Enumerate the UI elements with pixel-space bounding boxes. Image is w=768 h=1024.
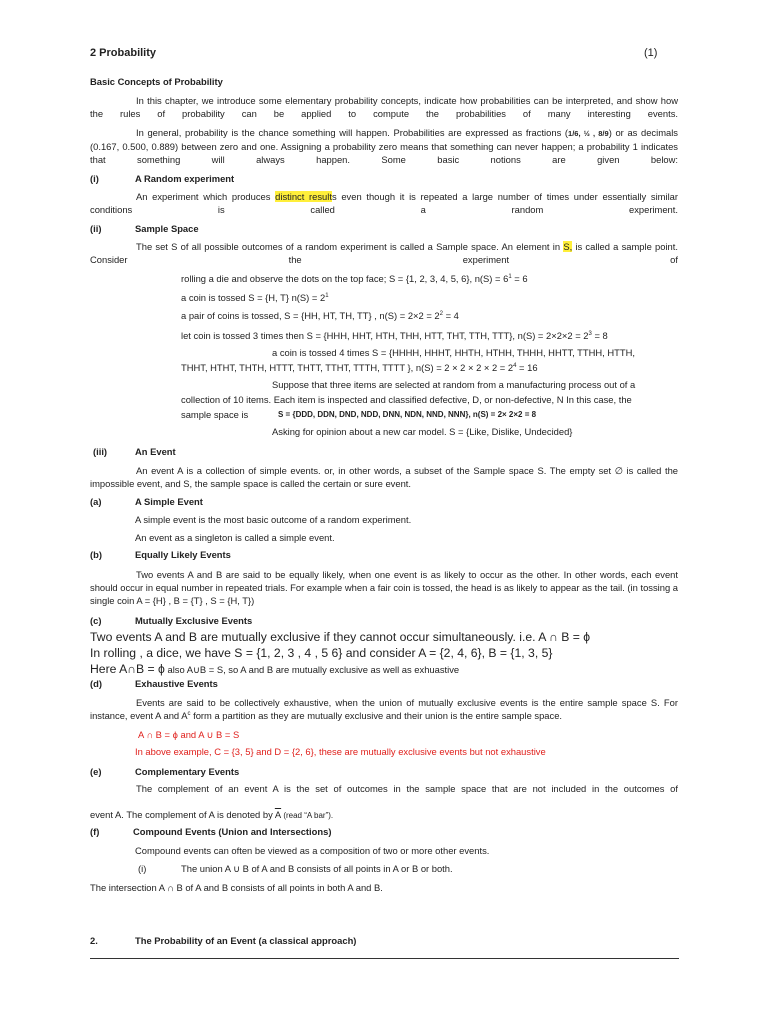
example-four-tosses-line1: a coin is tossed 4 times S = {HHHH, HHHT, HHTH, HTHH, THHH, HHTT, TTHH, HTTH, [272, 347, 635, 358]
mutually-exclusive-definition: Two events A and B are mutually exclusive if they cannot occur simultaneously. i.e. A ∩ B = ϕ [90, 630, 591, 644]
exhaustive-heading: Exhaustive Events [135, 678, 218, 689]
section-number: 2. [90, 935, 98, 946]
intro-paragraph: In this chapter, we introduce some elementary probability concepts, indicate how probabilities can be interpreted, and show how the rules of probability can be applied to compute the probabilities of many interesting events. [90, 95, 678, 119]
example-coin: a coin is tossed S = {H, T} $n(S) = 2^1$ [181, 292, 329, 303]
equally-likely-definition: Two events A and B are said to be equally likely, when one event is as likely to occur as the other. In other words, each event should occur in equal number in repeated trials. For example when a fair coin is tossed, the head is as likely to appear as the tail. (in tossing a single coin A = {H} , B = {T} , S = {H, T}) [90, 569, 678, 606]
simple-event-singleton: An event as a singleton is called a simple event. [135, 532, 335, 543]
example-pair-coins: a pair of coins is tossed, S = {HH, HT, TH, TT} , $n(S) = 2\times 2 = 2^2 = 4$ [181, 310, 459, 321]
example-four-tosses-line2: THHT, HTHT, THTH, HTTT, THTT, TTHT, TTTH, TTTT }, $n(S) = 2 \times 2 \times 2 \times 2 = 2^4 = 16$ [181, 362, 538, 373]
complementary-definition-line1: The complement of an event A is the set of outcomes in the sample space that are not included in the outcomes of [136, 783, 678, 794]
random-experiment-definition: An experiment which produces distinct results even though it is repeated a large number of times under essentially similar conditions is called a random experiment. [90, 191, 678, 215]
item-letter-b: (b) [90, 549, 102, 560]
page-footer-rule [90, 958, 679, 959]
highlighted-text: distinct result [275, 191, 332, 202]
sample-space-heading: Sample Space [135, 223, 199, 234]
a-bar-symbol: $\overline{A}$ [274, 809, 282, 820]
simple-event-definition: A simple event is the most basic outcome of a random experiment. [135, 514, 412, 525]
equally-likely-heading: Equally Likely Events [135, 549, 231, 560]
event-heading: An Event [135, 446, 176, 457]
example-defective-line2: collection of 10 items. Each item is inspected and classified defective, D, or non-defective, N In this case, the [181, 394, 632, 405]
item-number-i: (i) [90, 173, 99, 184]
exhaustive-counter-example: In above example, C = {3, 5} and D = {2, 6}, these are mutually exclusive events but not exhaustive [135, 746, 546, 757]
example-die: rolling a die and observe the dots on the top face; S = {1, 2, 3, 4, 5, 6}, $n(S) = 6^1 = 6$ [181, 273, 528, 284]
item-letter-e: (e) [90, 766, 102, 777]
example-three-tosses: let coin is tossed 3 times then S = {HHH, HHT, HTH, THH, HTT, THT, TTH, TTT}, $n(S) = 2\times 2\times 2 = 2^3 = 8$ [181, 330, 608, 341]
item-letter-d: (d) [90, 678, 102, 689]
example-defective-line3: sample space is [181, 409, 249, 420]
item-letter-a: (a) [90, 496, 102, 507]
complementary-heading: Complementary Events [135, 766, 240, 777]
mutually-exclusive-conclusion: Here A∩B = ϕ also A∪B = S, so A and B are mutually exclusive as well as exhuastive [90, 662, 460, 676]
event-definition: An event A is a collection of simple events. or, in other words, a subset of the Sample space S. The empty set ∅ is called the impossible event, and S, the sample space is called the certain or sure event. [90, 465, 678, 489]
basic-concepts-heading: Basic Concepts of Probability [90, 76, 223, 87]
item-letter-c: (c) [90, 615, 102, 626]
complementary-definition-line2: event A. The complement of A is denoted by $\overline{A}$ (read “A bar”). [90, 809, 334, 820]
example-defective-line1: Suppose that three items are selected at random from a manufacturing process out of a [272, 379, 636, 390]
chapter-title: 2 Probability [90, 47, 157, 59]
item-number-iii: (iii) [93, 446, 108, 457]
page-reference: (1) [644, 47, 658, 59]
simple-event-heading: A Simple Event [135, 496, 203, 507]
intersection-definition: The intersection A ∩ B of A and B consists of all points in both A and B. [90, 882, 383, 893]
probability-definition-paragraph: In general, probability is the chance something will happen. Probabilities are expressed as fractions (1/6, ½ , 8/9) or as decimals (0.167, 0.500, 0.889) between zero and one. Assigning a probability zero means that something can never happen; a probability 1 indicates that something will always happen. Some basic notions are given below: [90, 127, 678, 165]
item-letter-f: (f) [90, 826, 100, 837]
compound-heading: Compound Events (Union and Intersections) [133, 826, 332, 837]
sub-item-i: (i) [138, 863, 147, 874]
exhaustive-definition: Events are said to be collectively exhaustive, when the union of mutually exclusive events is the entire sample space S. For instance, event A and $A^c$ form a partition as they are mutually exclusive and their union is the entire sample space. [90, 697, 678, 721]
random-experiment-heading: A Random experiment [135, 173, 235, 184]
mutually-exclusive-heading: Mutually Exclusive Events [135, 615, 253, 626]
exhaustive-condition: A ∩ B = ϕ and A ∪ B = S [138, 729, 240, 740]
example-car-opinion: Asking for opinion about a new car model. S = {Like, Dislike, Undecided} [272, 426, 573, 437]
section-title: The Probability of an Event (a classical approach) [135, 935, 357, 946]
sample-space-definition: The set S of all possible outcomes of a random experiment is called a Sample space. An element in S, is called a sample point. Consider the experiment of [90, 241, 678, 265]
highlighted-s: S, [563, 241, 573, 252]
compound-definition: Compound events can often be viewed as a composition of two or more other events. [135, 845, 490, 856]
mutually-exclusive-dice-example: In rolling , a dice, we have S = {1, 2, 3 , 4 , 5 6} and consider A = {2, 4, 6}, B = {1, 3, 5} [90, 646, 553, 660]
example-defective-sample-space: S = {DDD, DDN, DND, NDD, DNN, NDN, NND, NNN}, n(S) = 2× 2×2 = 8 [278, 410, 537, 419]
item-number-ii: (ii) [90, 223, 102, 234]
union-definition: The union A ∪ B of A and B consists of all points in A or B or both. [181, 863, 453, 874]
